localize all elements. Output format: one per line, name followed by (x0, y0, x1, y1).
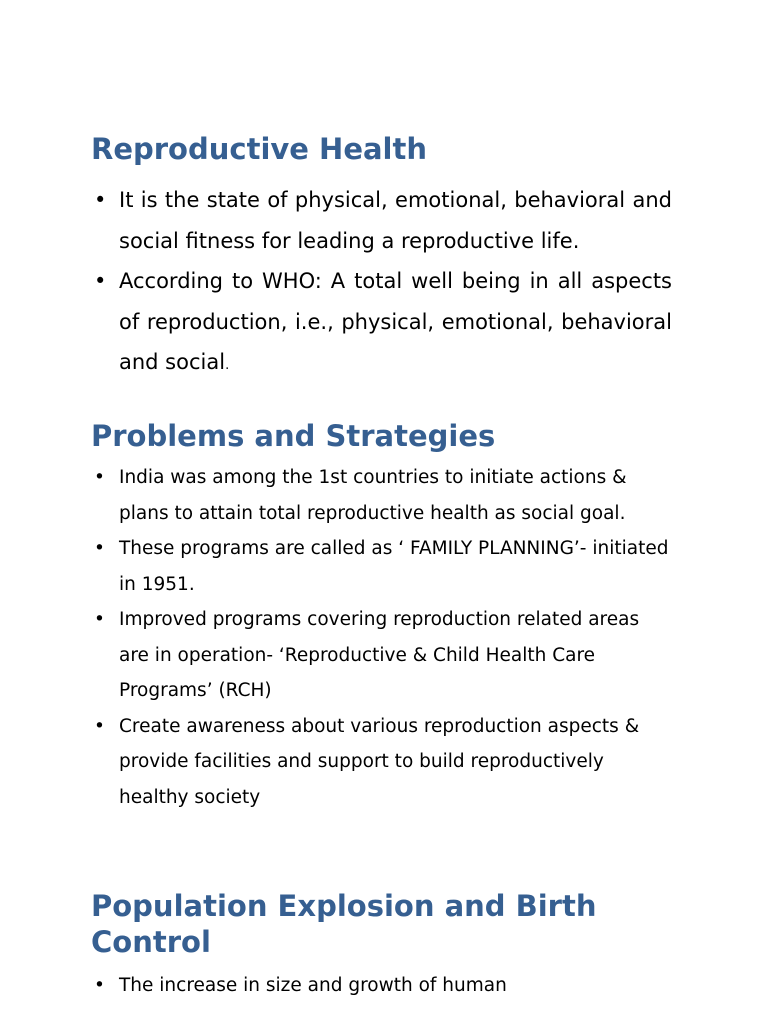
reproductive-health-list (91, 180, 672, 387)
population-explosion-list (91, 968, 671, 1004)
list-item (91, 460, 671, 531)
bullet-text: According to WHO: A total well being in all aspects of reproduction, i.e., physical, emotional, behavioral and social (119, 269, 672, 374)
list-item (91, 261, 672, 387)
list-item (91, 602, 671, 709)
bullet-icon: • (94, 609, 105, 630)
bullet-text: Improved programs covering reproduction related areas are in operation- ‘Reproductive & Child Health Care Programs’ (RCH) (119, 609, 640, 701)
bullet-icon: • (94, 269, 107, 293)
heading-reproductive-health: Reproductive Health (91, 132, 428, 166)
list-item (91, 968, 671, 1004)
bullet-text: India was among the 1st countries to initiate actions & plans to attain total reproductive health as social goal. (119, 467, 627, 524)
bullet-icon: • (94, 467, 105, 488)
bullet-text: The increase in size and growth of human (119, 975, 507, 996)
bullet-icon: • (94, 975, 105, 996)
heading-line: Control (91, 925, 211, 959)
bullet-icon: • (94, 188, 107, 212)
bullet-icon: • (94, 538, 105, 559)
bullet-text: These programs are called as ‘ FAMILY PLANNING’- initiated in 1951. (119, 538, 669, 595)
heading-population-explosion (91, 888, 691, 960)
problems-strategies-list (91, 460, 671, 815)
bullet-text: It is the state of physical, emotional, behavioral and social fitness for leading a reproductive life. (119, 188, 672, 253)
bullet-icon: • (94, 715, 105, 737)
list-item (91, 709, 671, 816)
bullet-text: Create awareness about various reproduction aspects & provide facilities and support to build reproductively healthy society (119, 715, 640, 808)
list-item (91, 531, 671, 602)
heading-problems-and-strategies: Problems and Strategies (91, 419, 496, 453)
list-item (91, 180, 672, 261)
heading-line: Population Explosion and Birth (91, 889, 597, 923)
bullet-text-period: . (225, 358, 230, 373)
